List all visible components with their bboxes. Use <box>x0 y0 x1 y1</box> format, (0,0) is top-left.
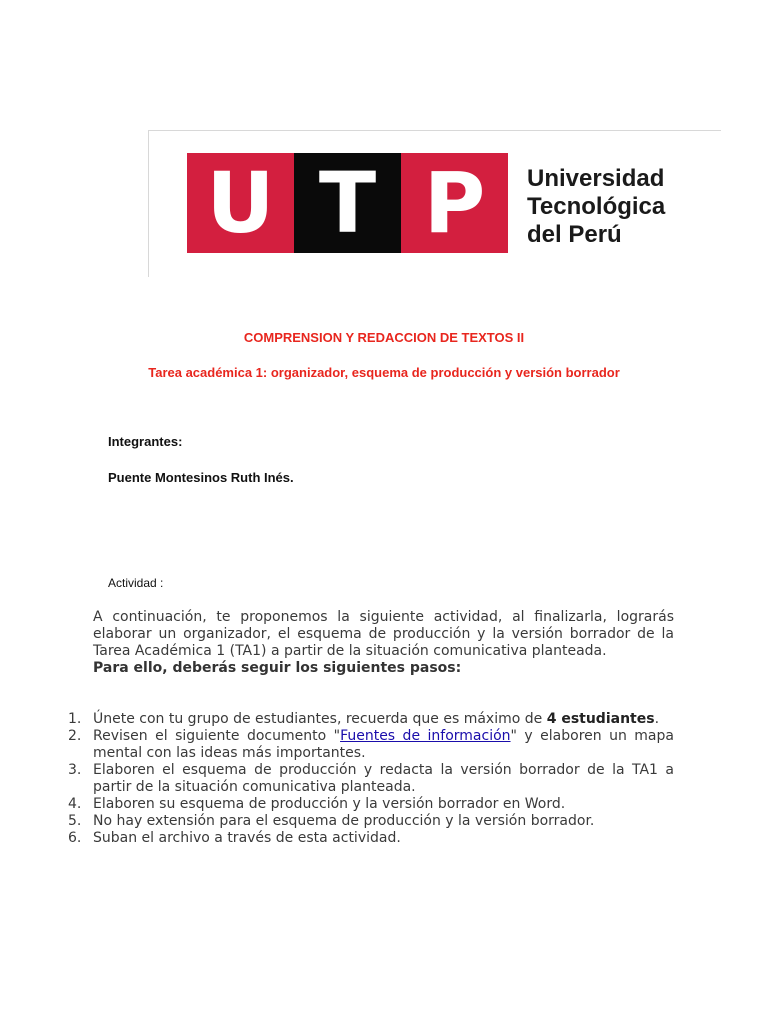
logo-tile-t: T <box>294 153 401 253</box>
step-number: 6. <box>68 830 82 846</box>
task-title: Tarea académica 1: organizador, esquema de producción y versión borrador <box>148 365 620 380</box>
list-item <box>68 711 674 728</box>
list-item <box>68 762 674 796</box>
step-text: Elaboren el esquema de producción y redacta la versión borrador de la TA1 a partir de la situación comunicativa planteada. <box>93 762 674 795</box>
step-number: 1. <box>68 711 82 727</box>
list-item <box>68 796 674 813</box>
steps-list <box>68 711 674 847</box>
sources-link[interactable]: Fuentes de información <box>340 728 511 744</box>
step-number: 5. <box>68 813 82 829</box>
step-text: Elaboren su esquema de producción y la versión borrador en Word. <box>93 796 566 812</box>
utp-logo <box>148 130 721 277</box>
list-item <box>68 728 674 762</box>
step-number: 4. <box>68 796 82 812</box>
step-text: Suban el archivo a través de esta actividad. <box>93 830 401 846</box>
step-text: Únete con tu grupo de estudiantes, recuerda que es máximo de <box>93 711 547 727</box>
logo-name-line: Universidad <box>527 165 665 192</box>
logo-tile-p: P <box>401 153 508 253</box>
intro-text: A continuación, te proponemos la siguiente actividad, al finalizarla, lograrás elaborar un organizador, el esquema de producción y la versión borrador de la Tarea Académica 1 (TA1) a partir de la situación comunicativa planteada. <box>93 609 674 659</box>
members-label: Integrantes: <box>108 434 183 449</box>
step-text: Revisen el siguiente documento " <box>93 728 341 744</box>
step-text: No hay extensión para el esquema de producción y la versión borrador. <box>93 813 595 829</box>
step-number: 2. <box>68 728 82 744</box>
steps-heading: Para ello, deberás seguir los siguientes pasos: <box>93 660 462 676</box>
logo-name-line: del Perú <box>527 221 622 248</box>
step-number: 3. <box>68 762 82 778</box>
activity-label: Actividad : <box>108 576 164 590</box>
list-item <box>68 813 674 830</box>
logo-university-name <box>527 165 665 249</box>
step-text: " y elaboren un mapa mental con las ideas más importantes. <box>93 728 674 761</box>
logo-tiles <box>187 153 508 253</box>
course-title: COMPRENSION Y REDACCION DE TEXTOS II <box>243 330 525 345</box>
logo-tile-u: U <box>187 153 294 253</box>
step-bold: 4 estudiantes <box>546 711 655 727</box>
intro-block <box>93 609 674 677</box>
step-end: . <box>654 711 660 727</box>
member-name: Puente Montesinos Ruth Inés. <box>108 470 294 485</box>
logo-name-line: Tecnológica <box>527 193 666 220</box>
list-item <box>68 830 674 847</box>
